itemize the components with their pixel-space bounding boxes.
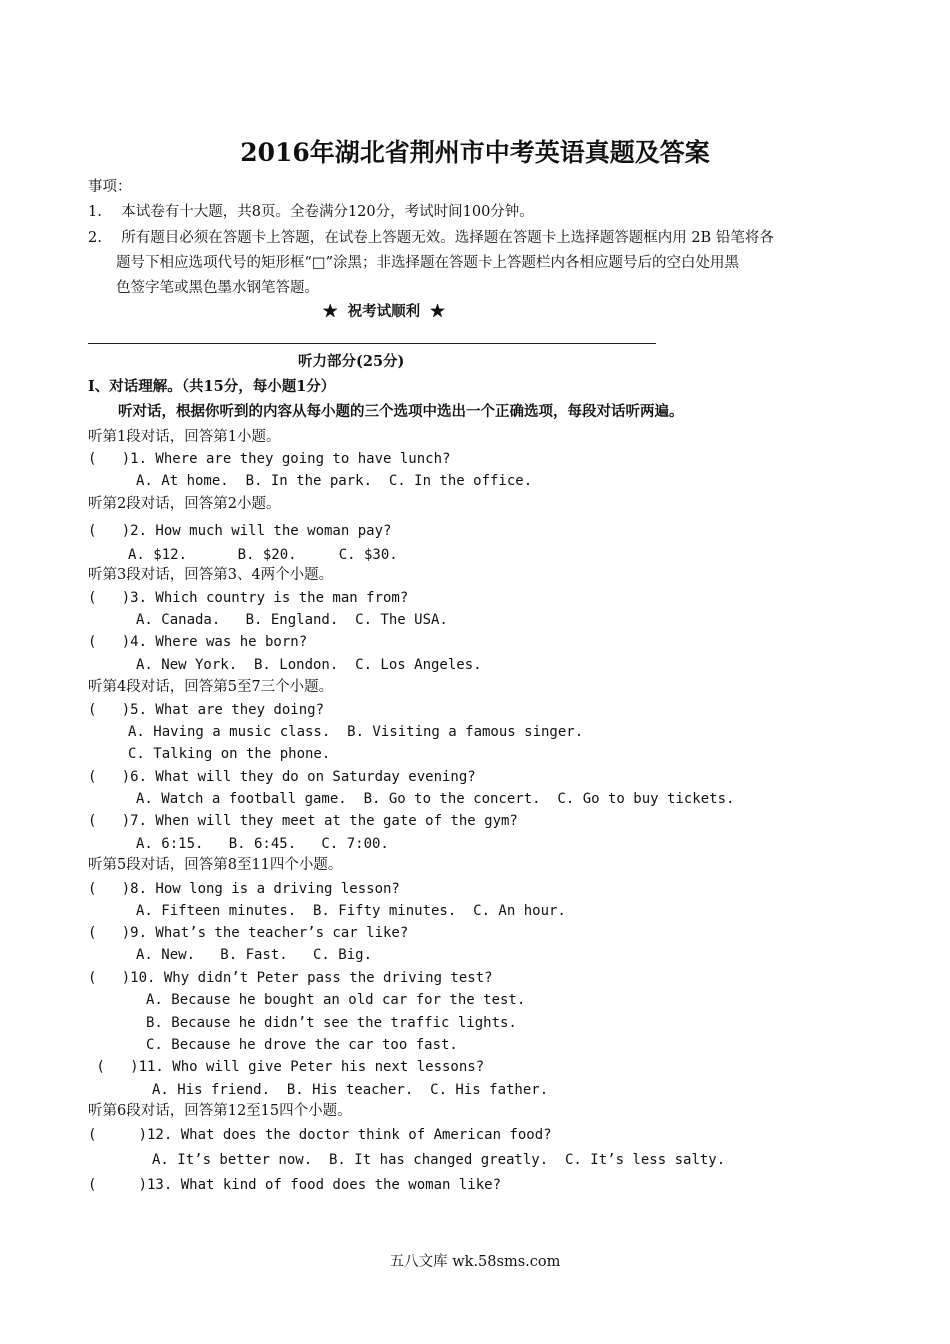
question-12: ( )12. What does the doctor think of American food? [88, 1127, 552, 1143]
notice-label: 事项： [88, 179, 132, 195]
dialogue-4-heading: 听第4段对话，回答第5至7三个小题。 [88, 679, 334, 695]
page-title: 2016年湖北省荆州市中考英语真题及答案 [240, 138, 710, 167]
section-title: 听力部分(25分) [298, 353, 405, 370]
question-11-options: A. His friend. B. His teacher. C. His father. [152, 1082, 549, 1098]
notice-item-2-line-1: 所有题目必须在答题卡上答题，在试卷上答题无效。选择题在答题卡上选择题答题框内用 2B 铅笔将各 [121, 230, 774, 246]
part1-instruction: 听对话，根据你听到的内容从每小题的三个选项中选出一个正确选项，每段对话听两遍。 [118, 403, 684, 420]
notice-item-1-num: 1. [88, 204, 102, 220]
question-10-option-c: C. Because he drove the car too fast. [146, 1037, 458, 1053]
notice-item-1-text: 本试卷有十大题，共8页。全卷满分120分，考试时间100分钟。 [121, 204, 534, 220]
question-10-option-a: A. Because he bought an old car for the test. [146, 992, 526, 1008]
notice-item-2-line-3: 色签字笔或黑色墨水钢笔答题。 [116, 280, 319, 296]
good-luck-wish: ★ 祝考试顺利 ★ [323, 303, 445, 320]
question-12-options: A. It’s better now. B. It has changed greatly. C. It’s less salty. [152, 1152, 726, 1168]
question-3: ( )3. Which country is the man from? [88, 590, 409, 606]
question-9: ( )9. What’s the teacher’s car like? [88, 925, 409, 941]
dialogue-6-heading: 听第6段对话，回答第12至15四个小题。 [88, 1103, 352, 1119]
question-5: ( )5. What are they doing? [88, 702, 325, 718]
divider-line [88, 343, 656, 344]
notice-item-2-line-2: 题号下相应选项代号的矩形框“□”涂黑；非选择题在答题卡上答题栏内各相应题号后的空白处用黑 [116, 255, 740, 271]
question-1: ( )1. Where are they going to have lunch? [88, 451, 451, 467]
question-10-option-b: B. Because he didn’t see the traffic lights. [146, 1015, 517, 1031]
dialogue-3-heading: 听第3段对话，回答第3、4两个小题。 [88, 567, 334, 583]
notice-item-2-num: 2. [88, 230, 102, 246]
question-7: ( )7. When will they meet at the gate of the gym? [88, 813, 518, 829]
question-8-options: A. Fifteen minutes. B. Fifty minutes. C. An hour. [136, 903, 566, 919]
question-4: ( )4. Where was he born? [88, 634, 308, 650]
question-2: ( )2. How much will the woman pay? [88, 523, 392, 539]
question-5-options-a-b: A. Having a music class. B. Visiting a famous singer. [128, 724, 584, 740]
dialogue-5-heading: 听第5段对话，回答第8至11四个小题。 [88, 857, 343, 873]
question-2-options: A. $12. B. $20. C. $30. [128, 547, 398, 563]
dialogue-2-heading: 听第2段对话，回答第2小题。 [88, 496, 281, 512]
question-9-options: A. New. B. Fast. C. Big. [136, 947, 373, 963]
question-5-option-c: C. Talking on the phone. [128, 746, 331, 762]
question-6: ( )6. What will they do on Saturday evening? [88, 769, 476, 785]
question-1-options: A. At home. B. In the park. C. In the office. [136, 473, 533, 489]
question-11: ( )11. Who will give Peter his next lessons? [88, 1059, 485, 1075]
question-4-options: A. New York. B. London. C. Los Angeles. [136, 657, 482, 673]
question-6-options: A. Watch a football game. B. Go to the concert. C. Go to buy tickets. [136, 791, 735, 807]
part1-title: Ⅰ、对话理解。（共15分，每小题1分） [88, 378, 336, 395]
question-8: ( )8. How long is a driving lesson? [88, 881, 400, 897]
dialogue-1-heading: 听第1段对话，回答第1小题。 [88, 429, 281, 445]
footer-watermark: 五八文库 wk.58sms.com [389, 1254, 561, 1270]
question-7-options: A. 6:15. B. 6:45. C. 7:00. [136, 836, 389, 852]
question-13: ( )13. What kind of food does the woman like? [88, 1177, 502, 1193]
notice-item-2 [88, 228, 774, 248]
notice-item-1 [88, 202, 534, 222]
question-3-options: A. Canada. B. England. C. The USA. [136, 612, 448, 628]
question-10: ( )10. Why didn’t Peter pass the driving test? [88, 970, 493, 986]
